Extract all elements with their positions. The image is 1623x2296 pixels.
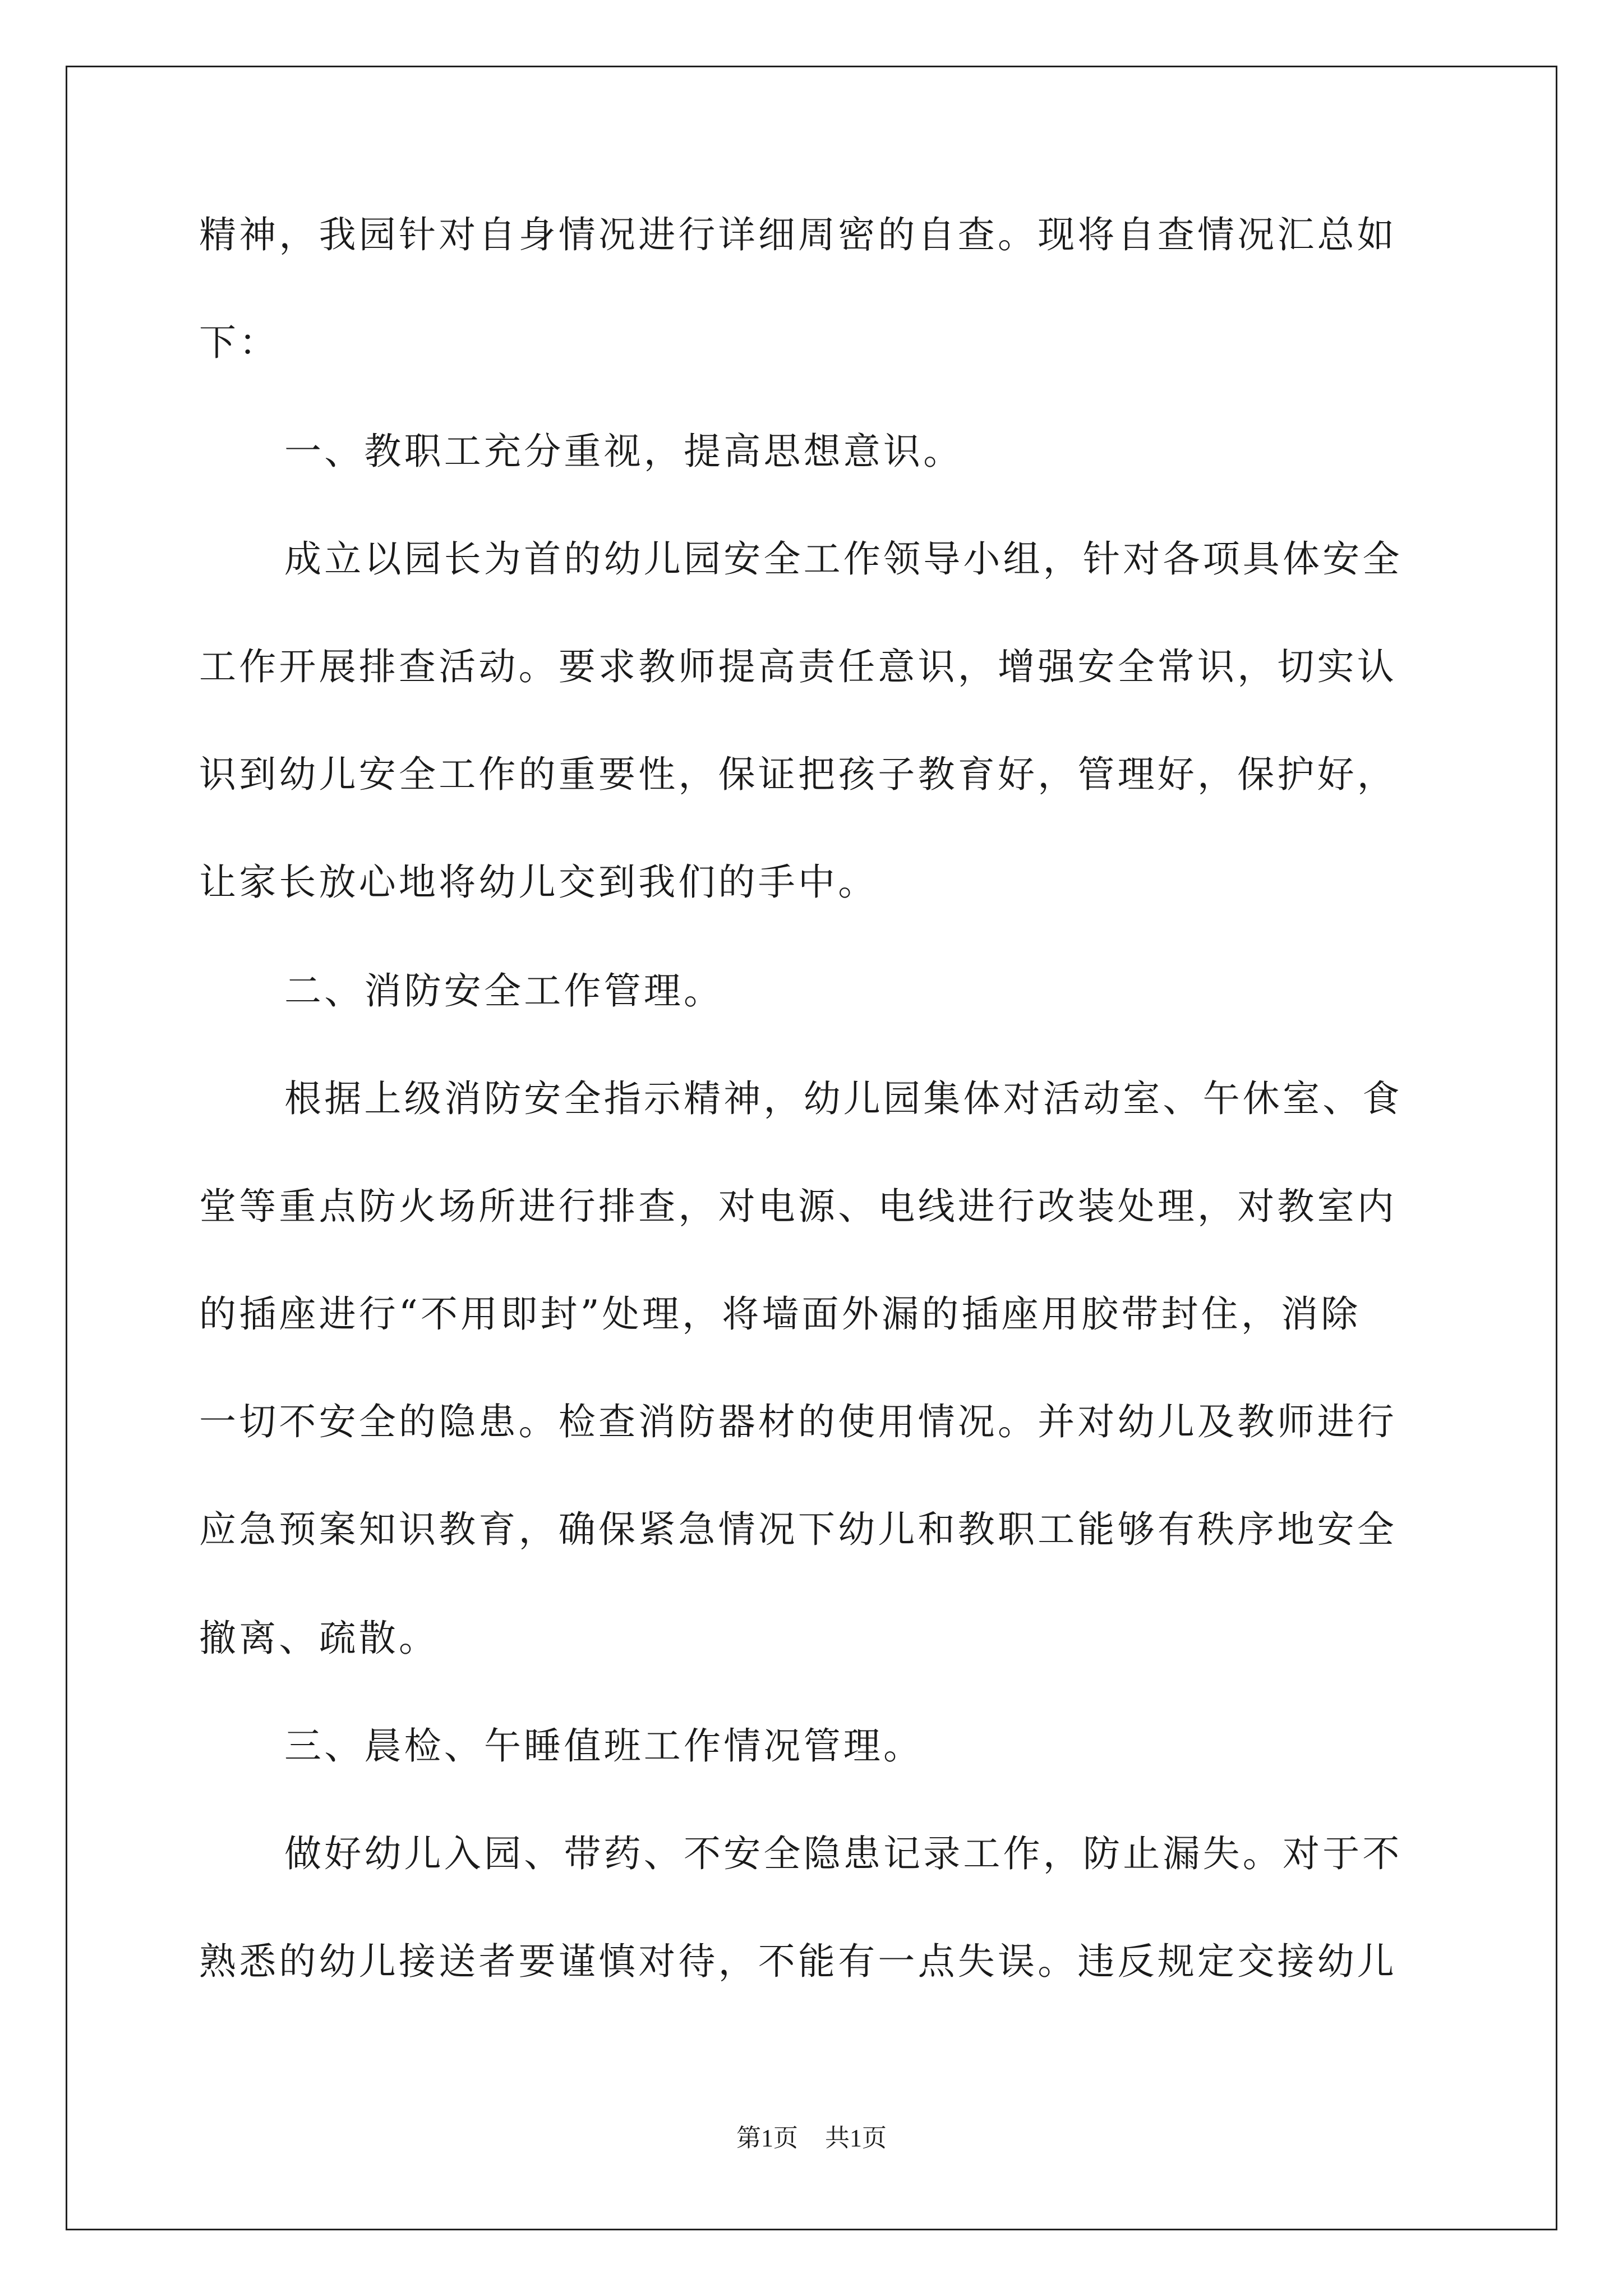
text-line: 成立以园长为首的幼儿园安全工作领导小组，针对各项具体安全 [284,537,1403,581]
text-line: 做好幼儿入园、带药、不安全隐患记录工作，防止漏失。对于不 [284,1832,1403,1875]
text-line: 熟悉的幼儿接送者要谨慎对待，不能有一点失误。违反规定交接幼儿 [199,1940,1397,1983]
text-line: 堂等重点防火场所进行排查，对电源、电线进行改装处理，对教室内 [199,1185,1397,1228]
page-number-current: 第1页 [736,2124,798,2152]
section-heading: 二、消防安全工作管理。 [284,969,724,1013]
text-line: 撤离、疏散。 [199,1617,439,1660]
text-line: 一切不安全的隐患。检查消防器材的使用情况。并对幼儿及教师进行 [199,1400,1397,1443]
text-line: 精神，我园针对自身情况进行详细周密的自查。现将自查情况汇总如 [199,213,1397,256]
text-line: 的插座进行“不用即封”处理，将墙面外漏的插座用胶带封住，消除 [199,1292,1361,1336]
section-heading: 三、晨检、午睡值班工作情况管理。 [284,1724,924,1768]
section-heading: 一、教职工充分重视，提高思想意识。 [284,430,963,473]
text-line: 让家长放心地将幼儿交到我们的手中。 [199,861,878,904]
text-line: 下： [199,321,279,364]
text-line: 工作开展排查活动。要求教师提高责任意识，增强安全常识，切实认 [199,645,1397,688]
page-border [66,66,1557,2230]
text-line: 识到幼儿安全工作的重要性，保证把孩子教育好，管理好，保护好， [199,753,1397,796]
page-number-total: 共1页 [825,2124,887,2152]
text-line: 根据上级消防安全指示精神，幼儿园集体对活动室、午休室、食 [284,1077,1403,1120]
page-footer [0,2122,1623,2155]
text-line: 应急预案知识教育，确保紧急情况下幼儿和教职工能够有秩序地安全 [199,1508,1397,1551]
